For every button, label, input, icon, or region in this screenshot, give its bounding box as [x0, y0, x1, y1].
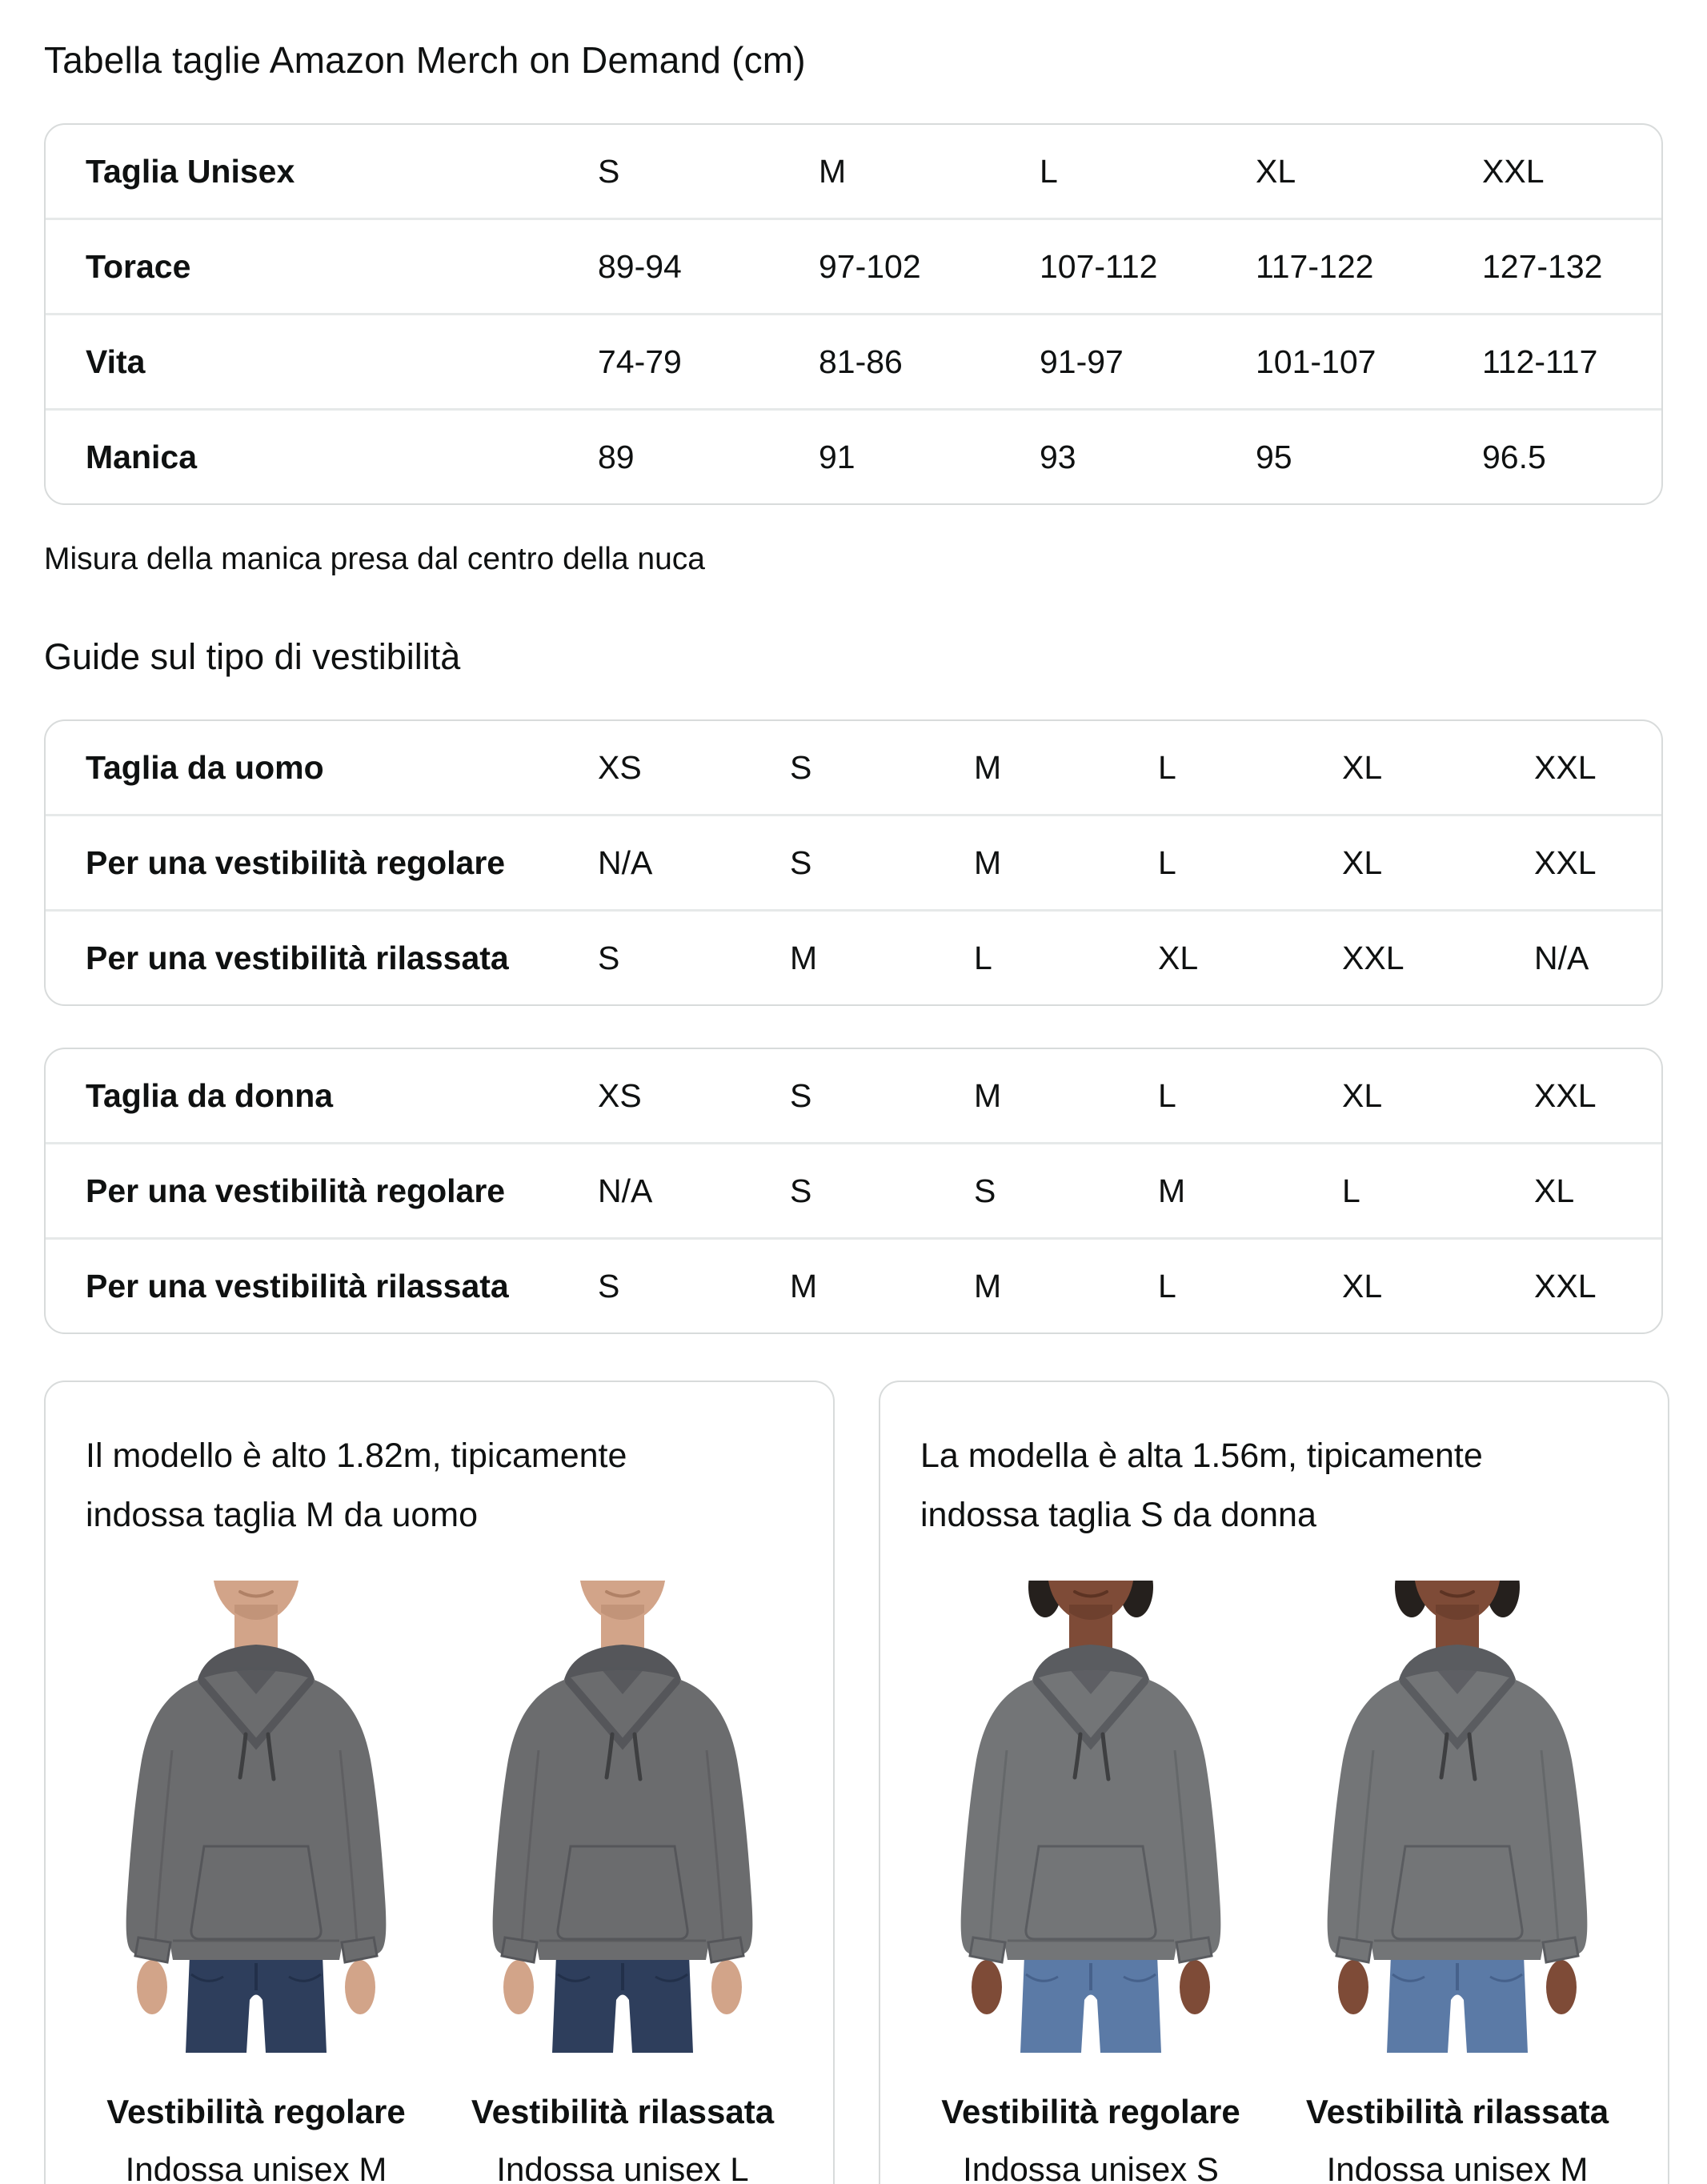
cell-value: S [598, 1267, 620, 1304]
size-col-xs: XS [598, 748, 642, 786]
row-label: Per una vestibilità rilassata [86, 1267, 509, 1304]
women-fit-table [44, 1048, 1663, 1334]
size-col-s: S [790, 748, 812, 786]
model-photo-female-relaxed-fit [1277, 1581, 1637, 2053]
size-col-xl: XL [1342, 1076, 1383, 1114]
female-model-photos [911, 1581, 1637, 2053]
cell-value: L [1158, 1267, 1176, 1304]
male-model-photos [76, 1581, 803, 2053]
cell-value: M [790, 1267, 818, 1304]
row-label: Per una vestibilità regolare [86, 844, 506, 881]
cell-value: 127-132 [1482, 247, 1603, 285]
cell-value: S [790, 1172, 812, 1209]
cell-value: XXL [1534, 1267, 1597, 1304]
size-col-s: S [598, 152, 620, 190]
cell-value: 89 [598, 438, 635, 475]
cell-value: N/A [598, 1172, 653, 1209]
female-model-description: La modella è alta 1.56m, tipicamente indossa taglia S da donna [920, 1437, 1483, 1534]
fit-label: Vestibilità regolare [941, 2092, 1240, 2130]
cell-value: L [974, 939, 992, 976]
size-col-m: M [819, 152, 847, 190]
male-model-description: Il modello è alto 1.82m, tipicamente indossa taglia M da uomo [86, 1437, 627, 1534]
table-row-sleeve [46, 408, 1661, 503]
cell-value: 96.5 [1482, 438, 1546, 475]
size-col-s: S [790, 1076, 812, 1114]
cell-value: XL [1534, 1172, 1575, 1209]
table-row-chest [46, 218, 1661, 313]
caption-male-regular [76, 2093, 436, 2184]
header-label: Taglia da donna [86, 1076, 334, 1114]
size-worn-label: Indossa unisex M [1326, 2150, 1589, 2184]
cell-value: 117-122 [1256, 247, 1374, 285]
cell-value: 107-112 [1040, 247, 1158, 285]
cell-value: 81-86 [819, 343, 903, 380]
cell-value: N/A [598, 844, 653, 881]
sleeve-measure-note: Misura della manica presa dal centro della nuca [44, 542, 705, 576]
cell-value: 112-117 [1482, 343, 1598, 380]
fit-guide-heading: Guide sul tipo di vestibilità [44, 636, 461, 677]
caption-female-regular [911, 2093, 1271, 2184]
fit-label: Vestibilità regolare [106, 2092, 406, 2130]
size-col-m: M [974, 1076, 1002, 1114]
table-row-relaxed-fit [46, 1237, 1661, 1332]
size-col-xl: XL [1256, 152, 1296, 190]
row-label: Manica [86, 438, 197, 475]
caption-female-relaxed [1277, 2093, 1637, 2184]
size-col-l: L [1040, 152, 1058, 190]
cell-value: M [1158, 1172, 1186, 1209]
cell-value: 93 [1040, 438, 1076, 475]
cell-value: L [1158, 844, 1176, 881]
table-header-row [46, 1049, 1661, 1142]
cell-value: 91 [819, 438, 856, 475]
cell-value: M [790, 939, 818, 976]
caption-male-relaxed [443, 2093, 803, 2184]
table-row-relaxed-fit [46, 909, 1661, 1004]
cell-value: 91-97 [1040, 343, 1124, 380]
model-photo-male-relaxed-fit [443, 1581, 803, 2053]
unisex-size-table [44, 123, 1663, 505]
size-col-l: L [1158, 748, 1176, 786]
table-header-row [46, 125, 1661, 218]
cell-value: 97-102 [819, 247, 921, 285]
cell-value: 101-107 [1256, 343, 1376, 380]
model-photo-female-regular-fit [911, 1581, 1271, 2053]
cell-value: XL [1342, 844, 1383, 881]
model-cards [44, 1381, 1663, 2184]
size-col-l: L [1158, 1076, 1176, 1114]
size-col-xxl: XXL [1534, 748, 1597, 786]
size-col-xs: XS [598, 1076, 642, 1114]
cell-value: M [974, 844, 1002, 881]
row-label: Per una vestibilità regolare [86, 1172, 506, 1209]
cell-value: 95 [1256, 438, 1292, 475]
size-col-xxl: XXL [1534, 1076, 1597, 1114]
cell-value: XL [1342, 1267, 1383, 1304]
cell-value: 74-79 [598, 343, 682, 380]
size-worn-label: Indossa unisex L [496, 2150, 749, 2184]
male-model-card [44, 1381, 835, 2184]
size-col-xl: XL [1342, 748, 1383, 786]
size-worn-label: Indossa unisex M [125, 2150, 387, 2184]
cell-value: XXL [1342, 939, 1404, 976]
size-col-m: M [974, 748, 1002, 786]
cell-value: S [598, 939, 620, 976]
cell-value: XL [1158, 939, 1199, 976]
cell-value: XXL [1534, 844, 1597, 881]
fit-label: Vestibilità rilassata [1305, 2092, 1609, 2130]
table-row-regular-fit [46, 1142, 1661, 1237]
row-label: Vita [86, 343, 146, 380]
page-title: Tabella taglie Amazon Merch on Demand (cm) [44, 39, 806, 81]
row-label: Per una vestibilità rilassata [86, 939, 509, 976]
size-worn-label: Indossa unisex S [963, 2150, 1219, 2184]
cell-value: 89-94 [598, 247, 682, 285]
cell-value: S [790, 844, 812, 881]
row-label: Torace [86, 247, 191, 285]
model-photo-male-regular-fit [76, 1581, 436, 2053]
table-row-waist [46, 313, 1661, 408]
men-fit-table [44, 719, 1663, 1006]
female-model-card [879, 1381, 1669, 2184]
cell-value: S [974, 1172, 996, 1209]
header-label: Taglia da uomo [86, 748, 324, 786]
cell-value: N/A [1534, 939, 1589, 976]
fit-label: Vestibilità rilassata [471, 2092, 775, 2130]
cell-value: M [974, 1267, 1002, 1304]
size-col-xxl: XXL [1482, 152, 1545, 190]
header-label: Taglia Unisex [86, 152, 295, 190]
table-header-row [46, 721, 1661, 814]
cell-value: L [1342, 1172, 1360, 1209]
table-row-regular-fit [46, 814, 1661, 909]
